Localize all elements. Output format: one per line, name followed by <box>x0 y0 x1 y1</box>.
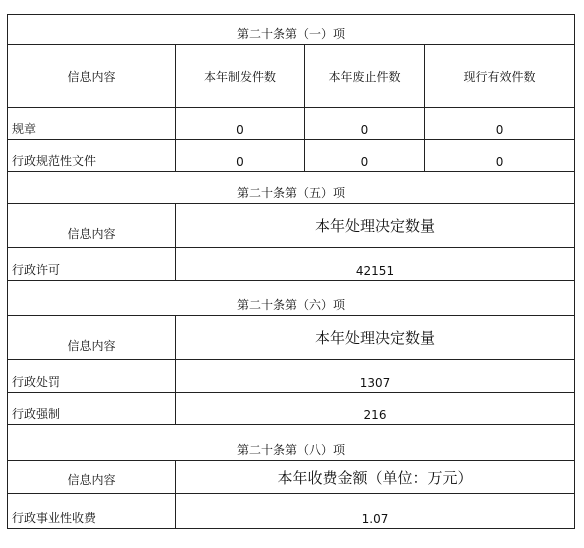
decision-count-header: 本年处理决定数量 <box>176 204 575 248</box>
row-value: 42151 <box>176 248 575 281</box>
table-row <box>8 140 575 172</box>
table-row <box>8 393 575 425</box>
statistics-table <box>7 14 575 529</box>
row-label: 行政事业性收费 <box>8 494 176 529</box>
section-6-header-row <box>8 316 575 360</box>
section-1-title-row <box>8 15 575 45</box>
table-row <box>8 108 575 140</box>
row-label: 行政许可 <box>8 248 176 281</box>
fee-amount-header: 本年收费金额（单位：万元） <box>176 461 575 494</box>
row-label: 规章 <box>8 108 176 140</box>
row-label: 行政处罚 <box>8 360 176 393</box>
section-1-title: 第二十条第（一）项 <box>8 15 575 45</box>
info-content-label: 信息内容 <box>8 461 176 494</box>
table-row <box>8 360 575 393</box>
row-value: 0 <box>425 140 575 172</box>
table-row <box>8 494 575 529</box>
header-info-content: 信息内容 <box>8 45 176 108</box>
row-value: 0 <box>305 140 425 172</box>
row-value: 0 <box>425 108 575 140</box>
row-value: 0 <box>176 108 305 140</box>
decision-count-header: 本年处理决定数量 <box>176 316 575 360</box>
section-8-header-row <box>8 461 575 494</box>
header-issued-count: 本年制发件数 <box>176 45 305 108</box>
row-label: 行政规范性文件 <box>8 140 176 172</box>
table-row <box>8 248 575 281</box>
info-content-label: 信息内容 <box>8 204 176 248</box>
info-content-label: 信息内容 <box>8 316 176 360</box>
section-5-title: 第二十条第（五）项 <box>8 172 575 204</box>
section-6-title-row <box>8 281 575 316</box>
header-valid-count: 现行有效件数 <box>425 45 575 108</box>
section-5-header-row <box>8 204 575 248</box>
row-label: 行政强制 <box>8 393 176 425</box>
row-value: 216 <box>176 393 575 425</box>
section-8-title: 第二十条第（八）项 <box>8 425 575 461</box>
row-value: 0 <box>305 108 425 140</box>
section-5-title-row <box>8 172 575 204</box>
row-value: 1307 <box>176 360 575 393</box>
section-1-header-row <box>8 45 575 108</box>
section-6-title: 第二十条第（六）项 <box>8 281 575 316</box>
row-value: 0 <box>176 140 305 172</box>
row-value: 1.07 <box>176 494 575 529</box>
section-8-title-row <box>8 425 575 461</box>
header-repealed-count: 本年废止件数 <box>305 45 425 108</box>
